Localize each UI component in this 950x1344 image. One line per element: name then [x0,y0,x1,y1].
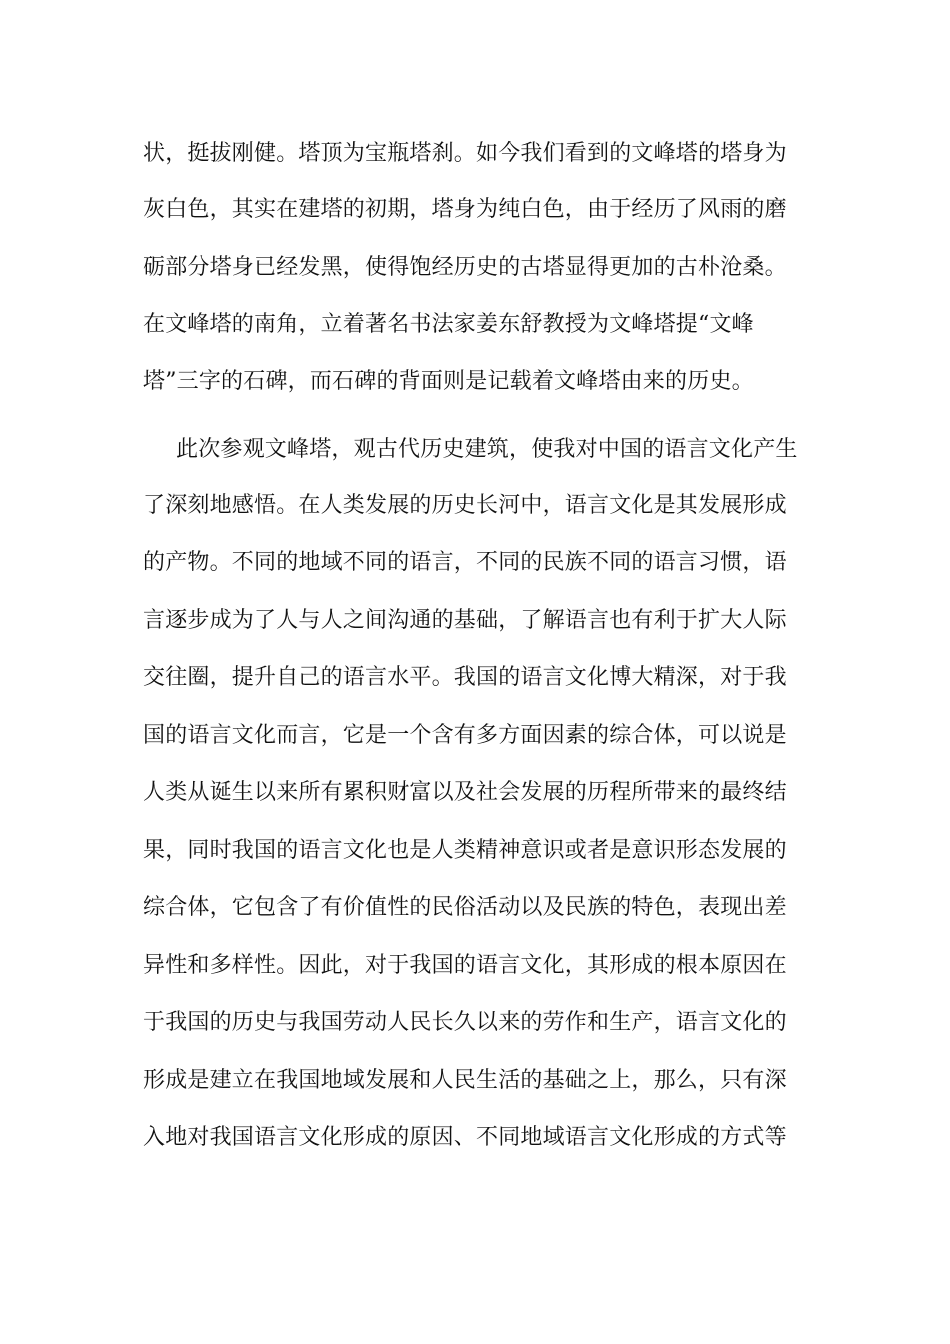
text-line: 国的语言文化而言，它是一个含有多方面因素的综合体，可以说是 [143,723,787,748]
text-line: 交往圈，提升自己的语言水平。我国的语言文化博大精深，对于我 [143,665,787,690]
text-line: 此次参观文峰塔，观古代历史建筑，使我对中国的语言文化产生 [176,437,798,462]
text-line: 了深刻地感悟。在人类发展的历史长河中，语言文化是其发展形成 [143,493,787,518]
text-line: 的产物。不同的地域不同的语言，不同的民族不同的语言习惯，语 [143,550,787,575]
text-line: 砺部分塔身已经发黑，使得饱经历史的古塔显得更加的古朴沧桑。 [143,255,787,280]
text-line: 异性和多样性。因此，对于我国的语言文化，其形成的根本原因在 [143,953,787,978]
text-line: 形成是建立在我国地域发展和人民生活的基础之上，那么，只有深 [143,1068,787,1093]
text-line: 人类从诞生以来所有累积财富以及社会发展的历程所带来的最终结 [143,780,787,805]
text-line: 状，挺拔刚健。塔顶为宝瓶塔刹。如今我们看到的文峰塔的塔身为 [143,141,787,166]
text-line: 于我国的历史与我国劳动人民长久以来的劳作和生产，语言文化的 [143,1010,787,1035]
text-line: 塔”三字的石碑，而石碑的背面则是记载着文峰塔由来的历史。 [143,369,754,394]
text-line: 综合体，它包含了有价值性的民俗活动以及民族的特色，表现出差 [143,895,787,920]
text-line: 在文峰塔的南角，立着著名书法家姜东舒教授为文峰塔提“文峰 [143,312,754,337]
text-line: 言逐步成为了人与人之间沟通的基础，了解语言也有利于扩大人际 [143,608,787,633]
text-line: 果，同时我国的语言文化也是人类精神意识或者是意识形态发展的 [143,838,787,863]
text-line: 入地对我国语言文化形成的原因、不同地域语言文化形成的方式等 [143,1125,787,1150]
text-line: 灰白色，其实在建塔的初期，塔身为纯白色，由于经历了风雨的磨 [143,197,787,222]
